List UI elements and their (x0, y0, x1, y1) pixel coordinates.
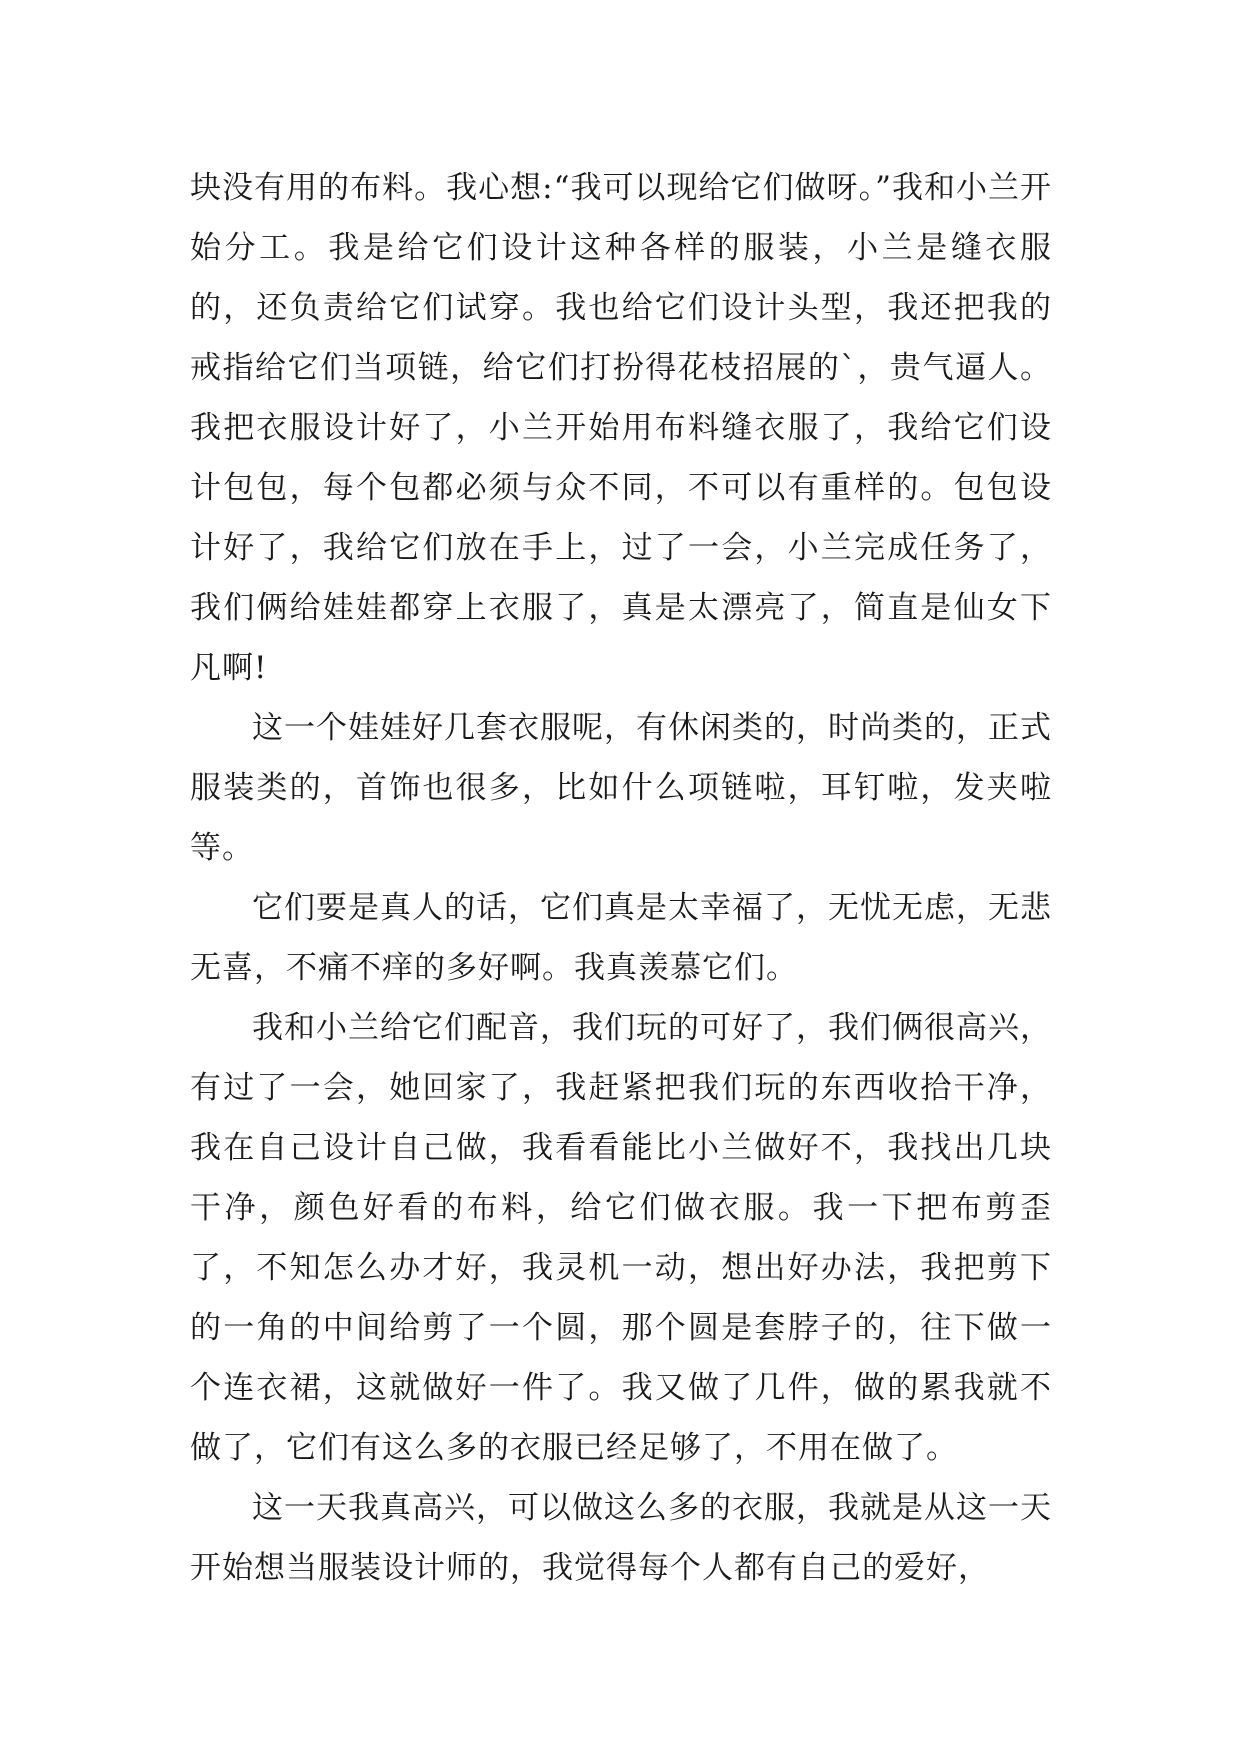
article-body (190, 158, 1052, 1598)
paragraph-3: 它们要是真人的话，它们真是太幸福了，无忧无虑，无悲无喜，不痛不痒的多好啊。我真羡慕它们。 (190, 890, 1052, 986)
paragraph-4: 我和小兰给它们配音，我们玩的可好了，我们俩很高兴，有过了一会，她回家了，我赶紧把我们玩的东西收拾干净，我在自己设计自己做，我看看能比小兰做好不，我找出几块干净，颜色好看的布料，给它们做衣服。我一下把布剪歪了，不知怎么办才好，我灵机一动，想出好办法，我把剪下的一角的中间给剪了一个圆，那个圆是套脖子的，往下做一个连衣裙，这就做好一件了。我又做了几件，做的累我就不做了，它们有这么多的衣服已经足够了，不用在做了。 (190, 1010, 1052, 1466)
paragraph-2: 这一个娃娃好几套衣服呢，有休闲类的，时尚类的，正式服装类的，首饰也很多，比如什么项链啦，耳钉啦，发夹啦等。 (190, 710, 1052, 866)
paragraph-1: 块没有用的布料。我心想:“我可以现给它们做呀。”我和小兰开始分工。我是给它们设计这种各样的服装，小兰是缝衣服的，还负责给它们试穿。我也给它们设计头型，我还把我的戒指给它们当项链，给它们打扮得花枝招展的`，贵气逼人。我把衣服设计好了，小兰开始用布料缝衣服了，我给它们设计包包，每个包都必须与众不同，不可以有重样的。包包设计好了，我给它们放在手上，过了一会，小兰完成任务了，我们俩给娃娃都穿上衣服了，真是太漂亮了，简直是仙女下凡啊! (190, 170, 1052, 686)
paragraph-5: 这一天我真高兴，可以做这么多的衣服，我就是从这一天开始想当服装设计师的，我觉得每个人都有自己的爱好， (190, 1490, 1052, 1586)
